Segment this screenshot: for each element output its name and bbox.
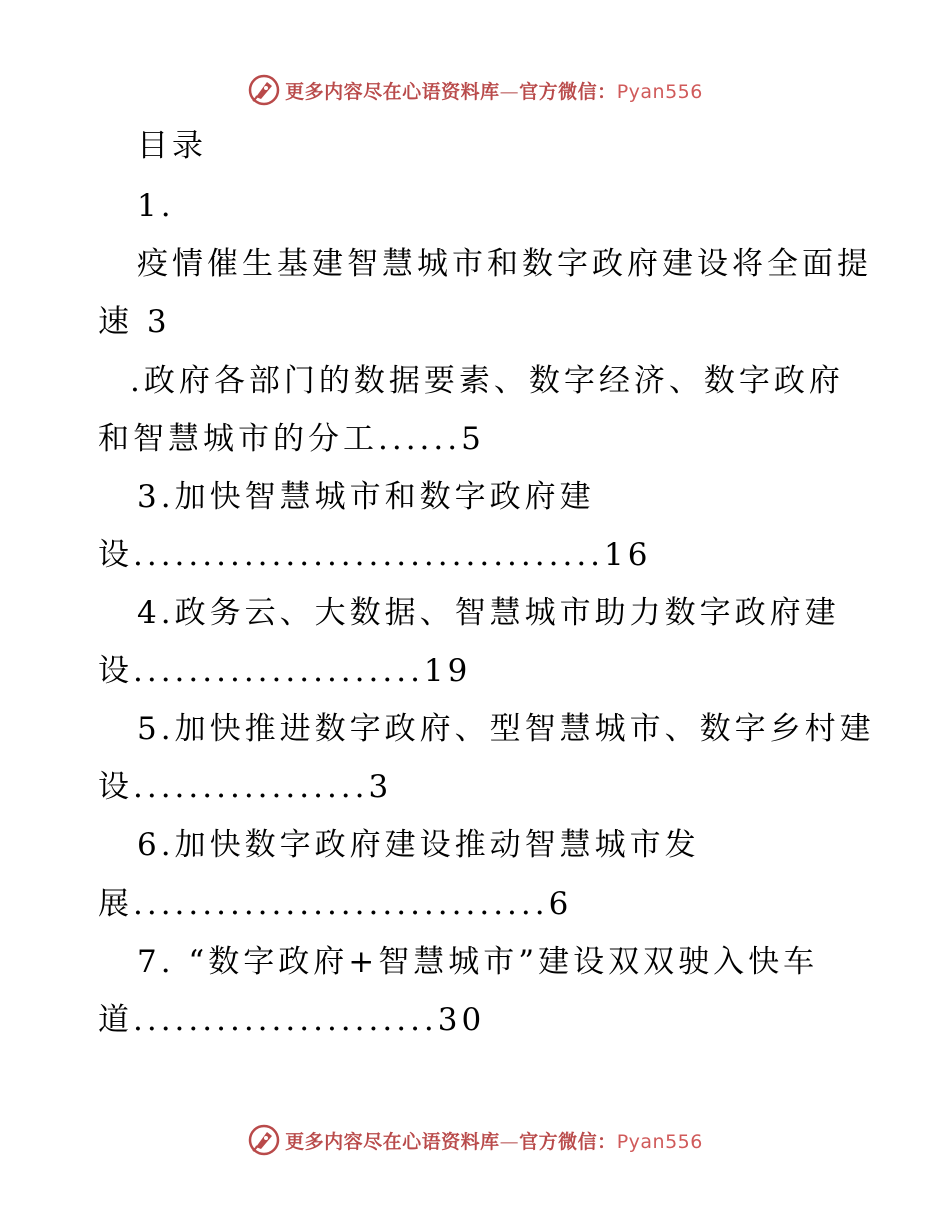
toc-line: 7. “数字政府+智慧城市”建设双双驶入快车: [137, 944, 819, 980]
watermark-text: 更多内容尽在心语资料库—官方微信：Pyan556: [285, 1130, 703, 1153]
toc-line: 设..................................16: [98, 537, 652, 573]
pen-nib-logo-icon: [247, 1123, 281, 1157]
toc-line: 4.政务云、大数据、智慧城市助力数字政府建: [137, 595, 840, 631]
toc-heading: 目录: [137, 128, 207, 164]
toc-line: .政府各部门的数据要素、数字经济、数字政府: [130, 363, 844, 399]
toc-line: 道......................30: [98, 1002, 486, 1038]
pen-nib-logo-icon: [247, 73, 281, 107]
toc-line: 3.加快智慧城市和数字政府建: [137, 479, 595, 515]
toc-line: 设.................3: [98, 769, 393, 805]
toc-line: 1.: [137, 188, 175, 224]
toc-line: 展..............................6: [98, 886, 573, 922]
toc-line: 速 3: [98, 304, 171, 340]
toc-line: 5.加快推进数字政府、型智慧城市、数字乡村建: [137, 711, 875, 747]
header-watermark-banner: [0, 70, 950, 110]
toc-line: 6.加快数字政府建设推动智慧城市发: [137, 827, 700, 863]
toc-line: 和智慧城市的分工......5: [98, 421, 485, 457]
toc-line: 疫情催生基建智慧城市和数字政府建设将全面提: [137, 246, 872, 282]
watermark-text: 更多内容尽在心语资料库—官方微信：Pyan556: [285, 80, 703, 103]
footer-watermark-banner: [0, 1120, 950, 1160]
toc-line: 设.....................19: [98, 653, 472, 689]
